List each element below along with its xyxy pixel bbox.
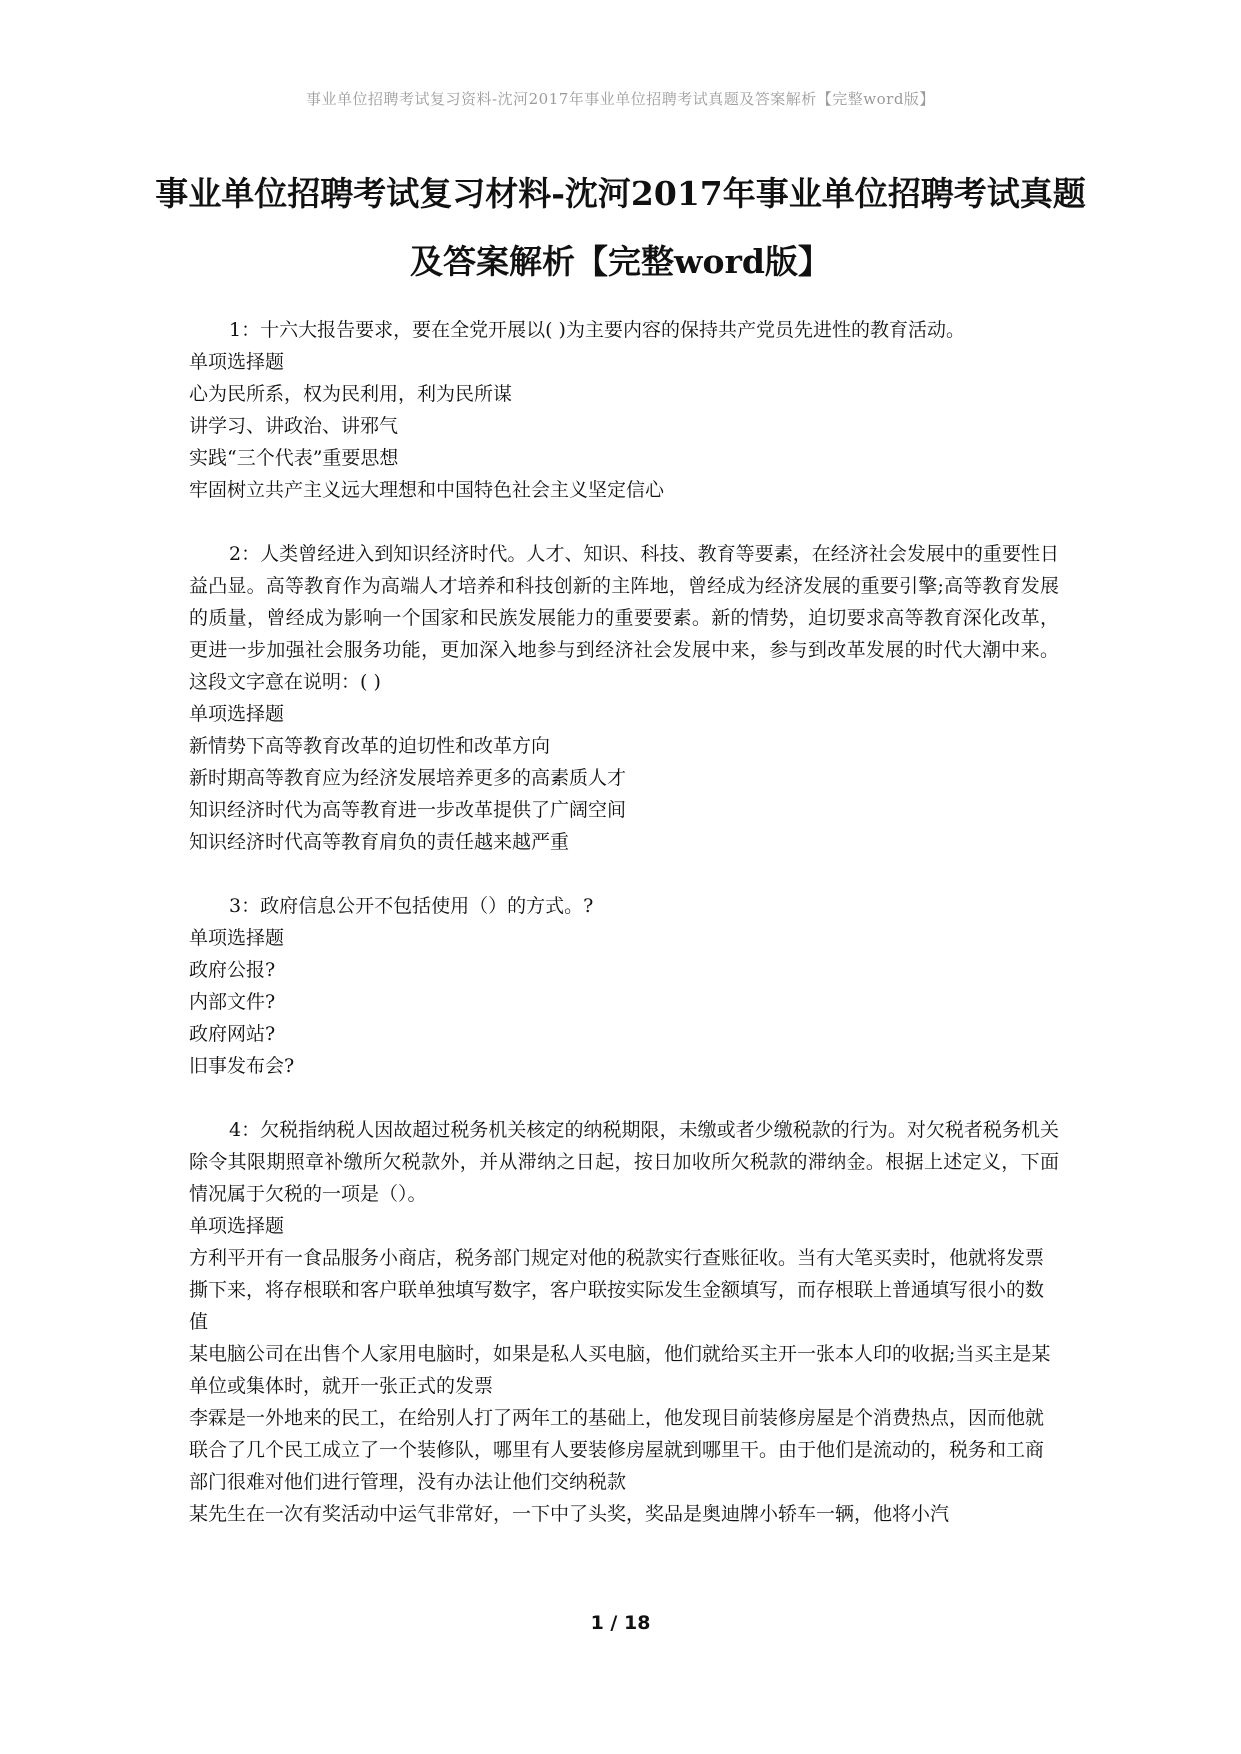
document-title: 事业单位招聘考试复习材料-沈河2017年事业单位招聘考试真题及答案解析【完整word版】 bbox=[155, 174, 1086, 281]
answer-option: 旧事发布会? bbox=[189, 1055, 295, 1077]
question-3 bbox=[189, 890, 1059, 1082]
question-stem: 1：十六大报告要求，要在全党开展以( )为主要内容的保持共产党员先进性的教育活动。 bbox=[229, 319, 965, 341]
question-type: 单项选择题 bbox=[189, 1215, 285, 1237]
answer-option: 心为民所系，权为民利用，利为民所谋 bbox=[189, 383, 513, 405]
question-type: 单项选择题 bbox=[189, 351, 285, 373]
question-stem: 4：欠税指纳税人因故超过税务机关核定的纳税期限，未缴或者少缴税款的行为。对欠税者税务机关除令其限期照章补缴所欠税款外，并从滞纳之日起，按日加收所欠税款的滞纳金。根据上述定义，下面情况属于欠税的一项是（）。 bbox=[189, 1119, 1059, 1205]
answer-option: 方利平开有一食品服务小商店，税务部门规定对他的税款实行查账征收。当有大笔买卖时，他就将发票撕下来，将存根联和客户联单独填写数字，客户联按实际发生金额填写，而存根联上普通填写很小的数值 bbox=[189, 1247, 1045, 1333]
answer-option: 实践“三个代表”重要思想 bbox=[189, 447, 399, 469]
document-body bbox=[189, 314, 1059, 1562]
question-1 bbox=[189, 314, 1059, 506]
page-indicator: 1 / 18 bbox=[590, 1612, 651, 1634]
answer-option: 知识经济时代为高等教育进一步改革提供了广阔空间 bbox=[189, 799, 627, 821]
question-2 bbox=[189, 538, 1059, 858]
question-4 bbox=[189, 1114, 1059, 1530]
answer-option: 新情势下高等教育改革的迫切性和改革方向 bbox=[189, 735, 551, 757]
running-header: 事业单位招聘考试复习资料-沈河2017年事业单位招聘考试真题及答案解析【完整word版】 bbox=[306, 90, 935, 108]
answer-option: 新时期高等教育应为经济发展培养更多的高素质人才 bbox=[189, 767, 627, 789]
answer-option: 某电脑公司在出售个人家用电脑时，如果是私人买电脑，他们就给买主开一张本人印的收据;当买主是某单位或集体时，就开一张正式的发票 bbox=[189, 1343, 1051, 1397]
answer-option: 知识经济时代高等教育肩负的责任越来越严重 bbox=[189, 831, 570, 853]
answer-option: 某先生在一次有奖活动中运气非常好，一下中了头奖，奖品是奥迪牌小轿车一辆，他将小汽 bbox=[189, 1503, 950, 1525]
answer-option: 牢固树立共产主义远大理想和中国特色社会主义坚定信心 bbox=[189, 479, 665, 501]
question-type: 单项选择题 bbox=[189, 927, 285, 949]
question-stem: 2：人类曾经进入到知识经济时代。人才、知识、科技、教育等要素，在经济社会发展中的重要性日益凸显。高等教育作为高端人才培养和科技创新的主阵地，曾经成为经济发展的重要引擎;高等教育发展的质量，曾经成为影响一个国家和民族发展能力的重要要素。新的情势，迫切要求高等教育深化改革，更进一步加强社会服务功能，更加深入地参与到经济社会发展中来，参与到改革发展的时代大潮中来。 这段文字意在说明：( ) bbox=[189, 543, 1059, 693]
question-type: 单项选择题 bbox=[189, 703, 285, 725]
answer-option: 内部文件? bbox=[189, 991, 276, 1013]
answer-option: 李霖是一外地来的民工，在给别人打了两年工的基础上，他发现目前装修房屋是个消费热点，因而他就联合了几个民工成立了一个装修队，哪里有人要装修房屋就到哪里干。由于他们是流动的，税务和工商部门很难对他们进行管理，没有办法让他们交纳税款 bbox=[189, 1407, 1045, 1493]
answer-option: 政府公报? bbox=[189, 959, 276, 981]
question-stem: 3：政府信息公开不包括使用（）的方式。? bbox=[229, 895, 594, 917]
answer-option: 政府网站? bbox=[189, 1023, 276, 1045]
answer-option: 讲学习、讲政治、讲邪气 bbox=[189, 415, 399, 437]
